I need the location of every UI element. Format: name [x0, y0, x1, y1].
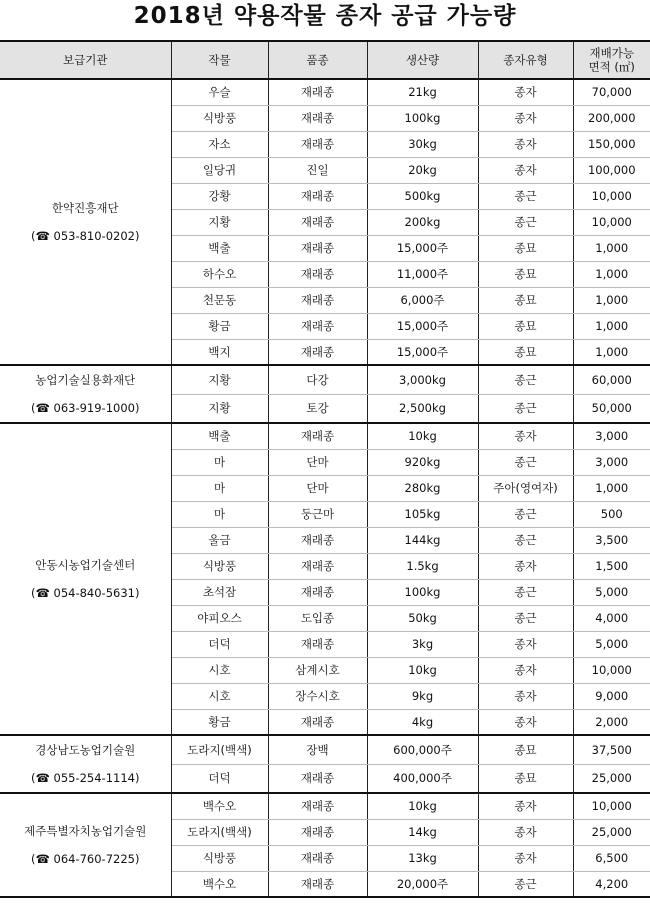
variety-cell: 단마 [268, 475, 367, 501]
variety-cell: 삼계시호 [268, 657, 367, 683]
production-cell: 6,000주 [367, 287, 478, 313]
crop-cell: 마 [171, 501, 268, 527]
seed-type-cell: 종자 [478, 105, 573, 131]
seed-type-cell: 종묘 [478, 764, 573, 793]
production-cell: 400,000주 [367, 764, 478, 793]
crop-cell: 더덕 [171, 764, 268, 793]
area-cell: 10,000 [573, 183, 650, 209]
area-cell: 1,000 [573, 287, 650, 313]
seed-supply-table [0, 40, 650, 898]
seed-type-cell: 종묘 [478, 313, 573, 339]
area-cell: 5,000 [573, 631, 650, 657]
area-cell: 3,000 [573, 423, 650, 449]
crop-cell: 황금 [171, 313, 268, 339]
seed-type-cell: 종근 [478, 209, 573, 235]
crop-cell: 백수오 [171, 871, 268, 897]
production-cell: 1.5kg [367, 553, 478, 579]
page-title: 2018년 약용작물 종자 공급 가능량 [133, 3, 517, 29]
variety-cell: 장백 [268, 735, 367, 764]
crop-cell: 도라지(백색) [171, 819, 268, 845]
crop-cell: 더덕 [171, 631, 268, 657]
variety-cell: 재래종 [268, 209, 367, 235]
area-cell: 10,000 [573, 793, 650, 819]
area-cell: 37,500 [573, 735, 650, 764]
crop-cell: 지황 [171, 365, 268, 394]
area-cell: 1,000 [573, 339, 650, 365]
variety-cell: 둥근마 [268, 501, 367, 527]
seed-type-cell: 주아(영여자) [478, 475, 573, 501]
crop-cell: 마 [171, 475, 268, 501]
production-cell: 10kg [367, 793, 478, 819]
seed-type-cell: 종자 [478, 845, 573, 871]
area-cell: 25,000 [573, 764, 650, 793]
variety-cell: 재래종 [268, 527, 367, 553]
seed-type-cell: 종묘 [478, 261, 573, 287]
area-cell: 4,000 [573, 605, 650, 631]
seed-type-cell: 종근 [478, 365, 573, 394]
production-cell: 13kg [367, 845, 478, 871]
crop-cell: 초석잠 [171, 579, 268, 605]
seed-type-cell: 종자 [478, 423, 573, 449]
variety-cell: 재래종 [268, 709, 367, 735]
variety-cell: 재래종 [268, 261, 367, 287]
area-cell: 1,500 [573, 553, 650, 579]
org-name: 한약진흥재단 [51, 201, 119, 215]
area-cell: 25,000 [573, 819, 650, 845]
crop-cell: 지황 [171, 209, 268, 235]
org-cell [0, 79, 171, 365]
area-cell: 3,500 [573, 527, 650, 553]
seed-type-cell: 종근 [478, 183, 573, 209]
production-cell: 14kg [367, 819, 478, 845]
crop-cell: 시호 [171, 683, 268, 709]
area-cell: 60,000 [573, 365, 650, 394]
seed-type-cell: 종근 [478, 394, 573, 423]
seed-type-cell: 종근 [478, 871, 573, 897]
area-cell: 1,000 [573, 235, 650, 261]
crop-cell: 강황 [171, 183, 268, 209]
seed-type-cell: 종근 [478, 579, 573, 605]
crop-cell: 백출 [171, 235, 268, 261]
header-seed-type: 종자유형 [478, 41, 573, 79]
seed-type-cell: 종근 [478, 605, 573, 631]
org-cell [0, 735, 171, 793]
org-name: 농업기술실용화재단 [35, 373, 136, 387]
production-cell: 2,500kg [367, 394, 478, 423]
org-name: 안동시농업기술센터 [35, 558, 136, 572]
area-cell: 1,000 [573, 261, 650, 287]
variety-cell: 재래종 [268, 105, 367, 131]
variety-cell: 재래종 [268, 339, 367, 365]
production-cell: 600,000주 [367, 735, 478, 764]
production-cell: 144kg [367, 527, 478, 553]
seed-type-cell: 종묘 [478, 339, 573, 365]
area-cell: 50,000 [573, 394, 650, 423]
seed-type-cell: 종근 [478, 501, 573, 527]
variety-cell: 재래종 [268, 553, 367, 579]
area-cell: 4,200 [573, 871, 650, 897]
area-cell: 10,000 [573, 209, 650, 235]
org-cell [0, 365, 171, 423]
variety-cell: 재래종 [268, 423, 367, 449]
area-cell: 2,000 [573, 709, 650, 735]
variety-cell: 재래종 [268, 287, 367, 313]
variety-cell: 재래종 [268, 79, 367, 105]
header-variety: 품종 [268, 41, 367, 79]
crop-cell: 도라지(백색) [171, 735, 268, 764]
seed-type-cell: 종묘 [478, 735, 573, 764]
org-cell [0, 423, 171, 735]
header-area-line2: 면적 (㎡) [588, 60, 635, 74]
production-cell: 9kg [367, 683, 478, 709]
header-org: 보급기관 [0, 41, 171, 79]
area-cell: 6,500 [573, 845, 650, 871]
variety-cell: 도입종 [268, 605, 367, 631]
table-row [0, 423, 650, 449]
seed-type-cell: 종자 [478, 131, 573, 157]
seed-type-cell: 종자 [478, 631, 573, 657]
production-cell: 105kg [367, 501, 478, 527]
org-cell [0, 793, 171, 897]
header-crop: 작물 [171, 41, 268, 79]
header-area [573, 41, 650, 79]
crop-cell: 마 [171, 449, 268, 475]
variety-cell: 재래종 [268, 793, 367, 819]
crop-cell: 백출 [171, 423, 268, 449]
production-cell: 15,000주 [367, 339, 478, 365]
variety-cell: 장수시호 [268, 683, 367, 709]
area-cell: 100,000 [573, 157, 650, 183]
header-area-line1: 재배가능 [589, 46, 634, 60]
production-cell: 3,000kg [367, 365, 478, 394]
variety-cell: 재래종 [268, 819, 367, 845]
area-cell: 70,000 [573, 79, 650, 105]
seed-type-cell: 종자 [478, 553, 573, 579]
production-cell: 10kg [367, 657, 478, 683]
production-cell: 500kg [367, 183, 478, 209]
production-cell: 200kg [367, 209, 478, 235]
crop-cell: 일당귀 [171, 157, 268, 183]
crop-cell: 식방풍 [171, 105, 268, 131]
table-row [0, 735, 650, 764]
org-phone: (☎ 063-919-1000) [31, 401, 140, 415]
seed-type-cell: 종자 [478, 819, 573, 845]
variety-cell: 토강 [268, 394, 367, 423]
production-cell: 10kg [367, 423, 478, 449]
seed-type-cell: 종자 [478, 709, 573, 735]
org-phone: (☎ 053-810-0202) [31, 229, 140, 243]
crop-cell: 하수오 [171, 261, 268, 287]
production-cell: 4kg [367, 709, 478, 735]
production-cell: 3kg [367, 631, 478, 657]
variety-cell: 재래종 [268, 313, 367, 339]
seed-type-cell: 종자 [478, 657, 573, 683]
production-cell: 100kg [367, 105, 478, 131]
area-cell: 200,000 [573, 105, 650, 131]
org-phone: (☎ 054-840-5631) [31, 586, 140, 600]
area-cell: 10,000 [573, 657, 650, 683]
table-header [0, 41, 650, 79]
variety-cell: 단마 [268, 449, 367, 475]
crop-cell: 백수오 [171, 793, 268, 819]
seed-type-cell: 종근 [478, 527, 573, 553]
crop-cell: 백지 [171, 339, 268, 365]
seed-type-cell: 종근 [478, 449, 573, 475]
production-cell: 50kg [367, 605, 478, 631]
crop-cell: 지황 [171, 394, 268, 423]
production-cell: 280kg [367, 475, 478, 501]
seed-type-cell: 종묘 [478, 235, 573, 261]
production-cell: 30kg [367, 131, 478, 157]
crop-cell: 자소 [171, 131, 268, 157]
seed-type-cell: 종자 [478, 79, 573, 105]
variety-cell: 재래종 [268, 183, 367, 209]
crop-cell: 우슬 [171, 79, 268, 105]
table-row [0, 79, 650, 105]
production-cell: 11,000주 [367, 261, 478, 287]
table-body [0, 79, 650, 897]
production-cell: 20,000주 [367, 871, 478, 897]
table-row [0, 365, 650, 394]
variety-cell: 재래종 [268, 235, 367, 261]
production-cell: 15,000주 [367, 235, 478, 261]
production-cell: 20kg [367, 157, 478, 183]
crop-cell: 시호 [171, 657, 268, 683]
seed-type-cell: 종자 [478, 157, 573, 183]
org-phone: (☎ 064-760-7225) [31, 852, 140, 866]
crop-cell: 식방풍 [171, 845, 268, 871]
variety-cell: 재래종 [268, 579, 367, 605]
crop-cell: 야피오스 [171, 605, 268, 631]
production-cell: 100kg [367, 579, 478, 605]
seed-type-cell: 종자 [478, 793, 573, 819]
seed-type-cell: 종자 [478, 683, 573, 709]
variety-cell: 재래종 [268, 764, 367, 793]
org-name: 경상남도농업기술원 [35, 743, 136, 757]
production-cell: 21kg [367, 79, 478, 105]
area-cell: 1,000 [573, 313, 650, 339]
variety-cell: 진일 [268, 157, 367, 183]
variety-cell: 재래종 [268, 631, 367, 657]
area-cell: 1,000 [573, 475, 650, 501]
area-cell: 500 [573, 501, 650, 527]
variety-cell: 다강 [268, 365, 367, 394]
header-production: 생산량 [367, 41, 478, 79]
variety-cell: 재래종 [268, 845, 367, 871]
seed-type-cell: 종묘 [478, 287, 573, 313]
crop-cell: 울금 [171, 527, 268, 553]
crop-cell: 황금 [171, 709, 268, 735]
variety-cell: 재래종 [268, 871, 367, 897]
area-cell: 9,000 [573, 683, 650, 709]
area-cell: 5,000 [573, 579, 650, 605]
production-cell: 920kg [367, 449, 478, 475]
production-cell: 15,000주 [367, 313, 478, 339]
org-phone: (☎ 055-254-1114) [31, 771, 140, 785]
variety-cell: 재래종 [268, 131, 367, 157]
table-row [0, 793, 650, 819]
org-name: 제주특별자치농업기술원 [24, 824, 147, 838]
crop-cell: 천문동 [171, 287, 268, 313]
area-cell: 3,000 [573, 449, 650, 475]
crop-cell: 식방풍 [171, 553, 268, 579]
area-cell: 150,000 [573, 131, 650, 157]
